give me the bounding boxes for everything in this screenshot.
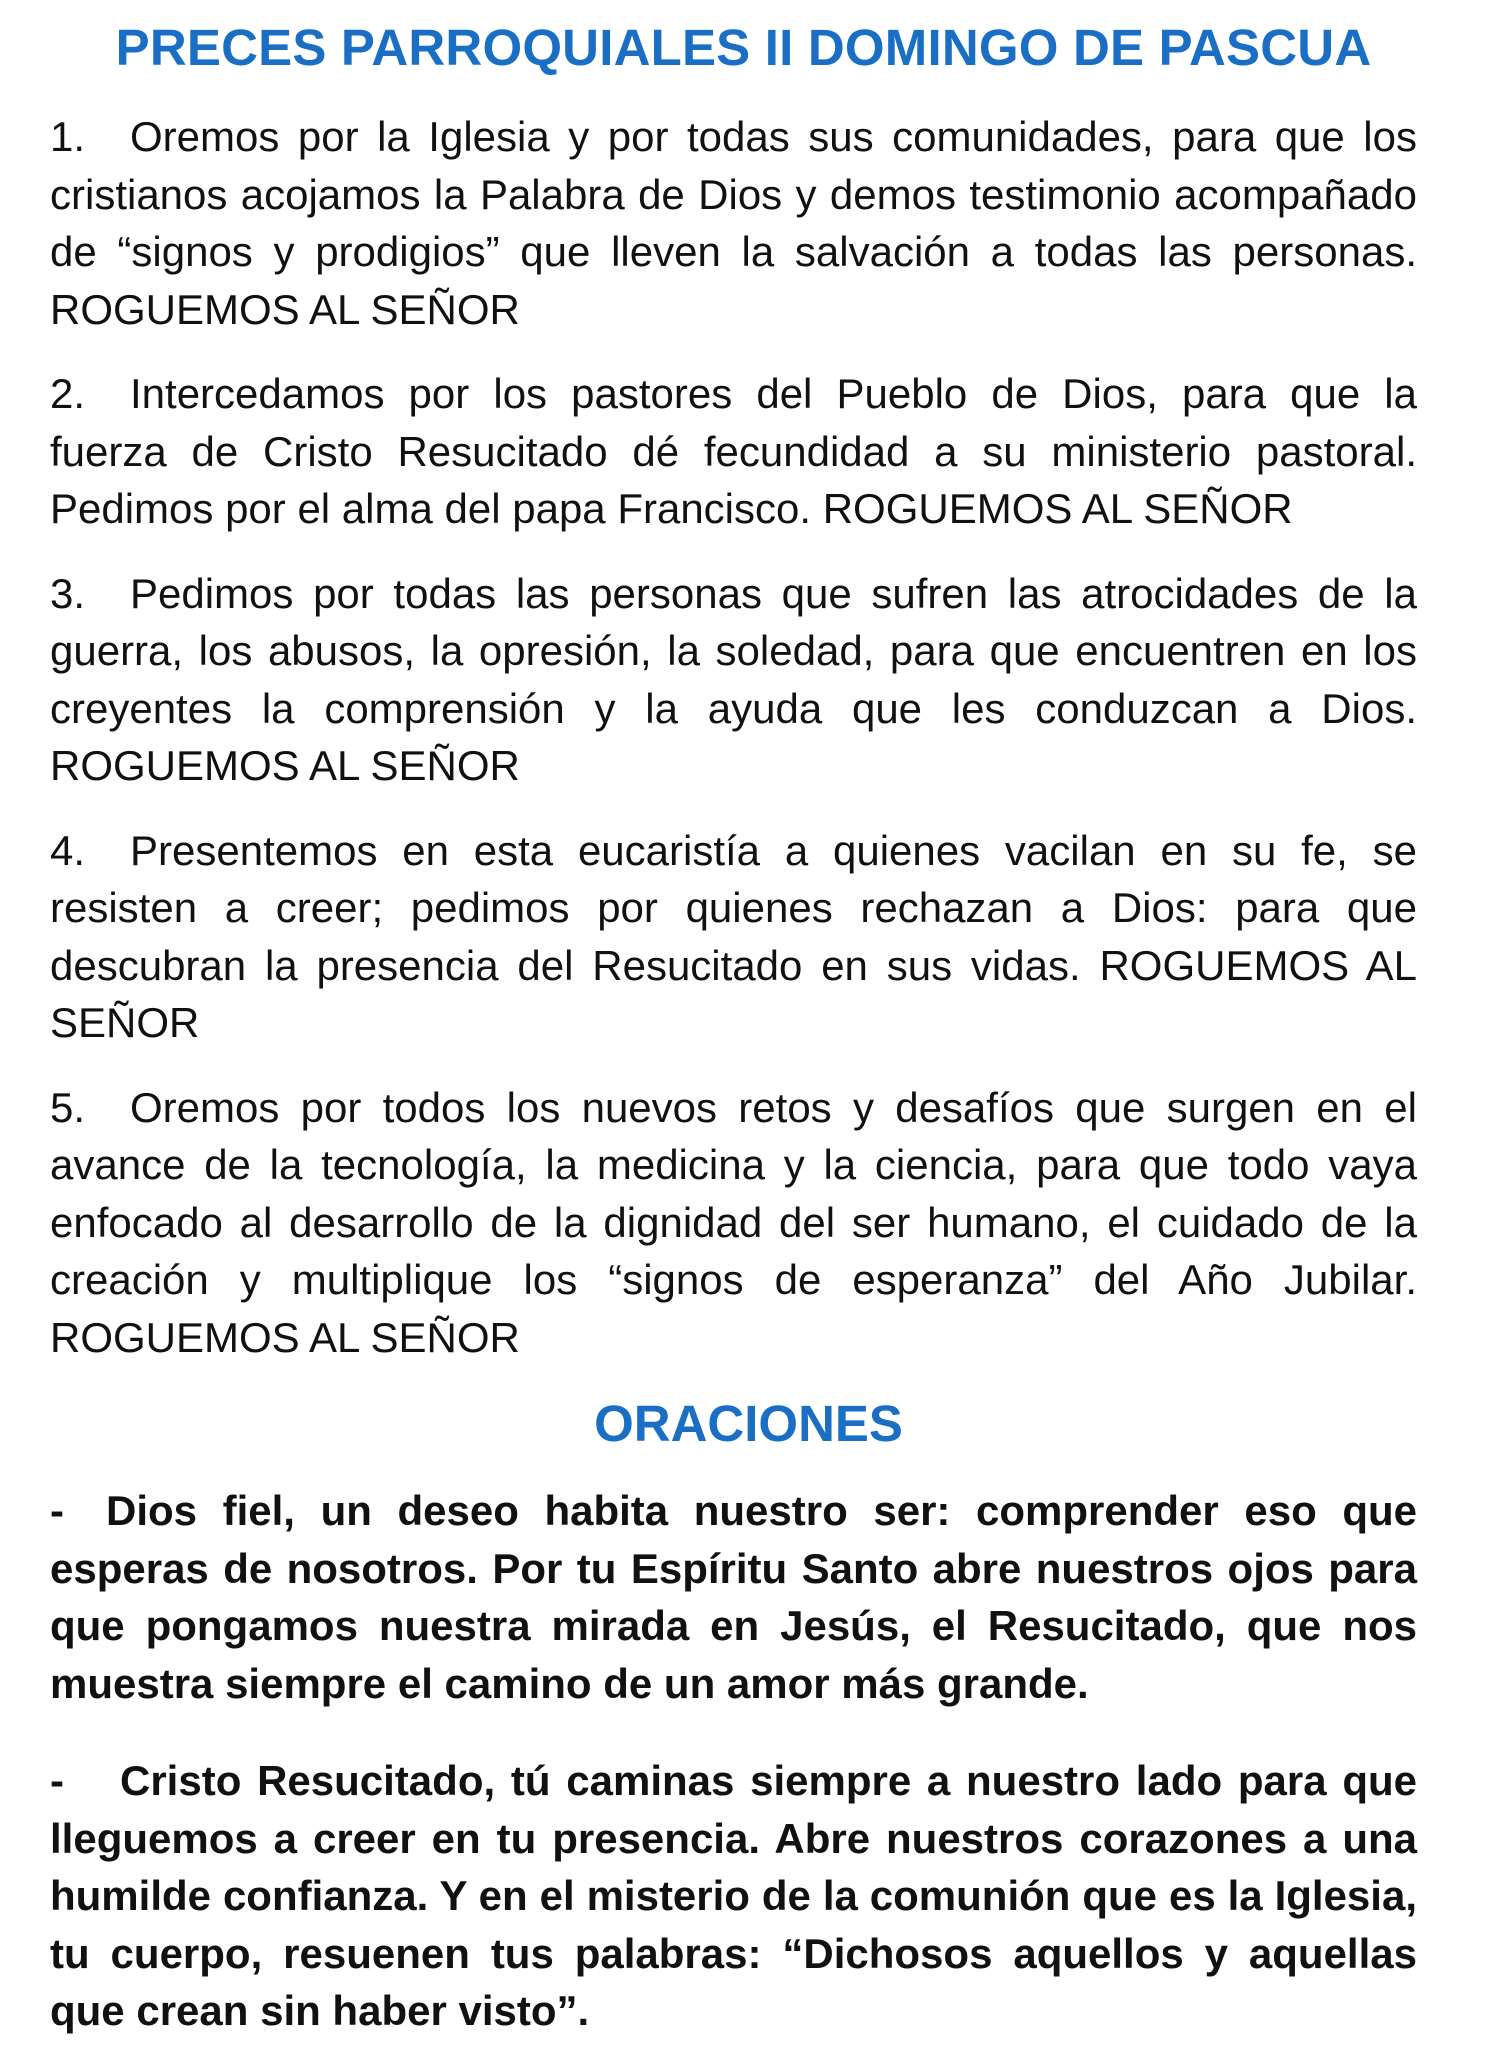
- prex-text: Intercedamos por los pastores del Pueblo de Dios, para que la fuerza de Cristo Resucitado dé fecundidad a su ministerio pastoral. Pedimos por el alma del papa Francisco. ROGUEMOS AL SEÑOR: [50, 370, 1417, 532]
- prex-text: Presentemos en esta eucaristía a quienes vacilan en su fe, se resisten a creer; pedimos por quienes rechazan a Dios: para que descubran la presencia del Resucitado en sus vidas. ROGUEMOS AL SEÑOR: [50, 826, 1417, 1046]
- oraciones-heading: ORACIONES: [594, 1395, 903, 1452]
- oracion-text: Cristo Resucitado, tú caminas siempre a nuestro lado para que lleguemos a creer en tu presencia. Abre nuestros corazones a una humilde confianza. Y en el misterio de la comunión que es la Iglesia, tu cuerpo, resuenen tus palabras: “Dichosos aquellos y aquellas que crean sin haber visto”.: [50, 1757, 1417, 2034]
- prex-number: 4.: [50, 826, 86, 874]
- prex-item-4: [50, 822, 1417, 1052]
- oraciones-list: [50, 1482, 1417, 2040]
- prex-number: 3.: [50, 569, 86, 617]
- prex-text: Oremos por todos los nuevos retos y desafíos que surgen en el avance de la tecnología, la medicina y la ciencia, para que todo vaya enfocado al desarrollo de la dignidad del ser humano, el cuidado de la creación y multiplique los “signos de esperanza” del Año Jubilar. ROGUEMOS AL SEÑOR: [50, 1083, 1417, 1361]
- prex-item-2: [50, 365, 1417, 538]
- oracion-item-1: [50, 1482, 1417, 1712]
- prex-item-1: [50, 108, 1417, 338]
- oracion-item-2: [50, 1752, 1417, 2040]
- prex-text: Pedimos por todas las personas que sufren las atrocidades de la guerra, los abusos, la opresión, la soledad, para que encuentren en los creyentes la comprensión y la ayuda que les conduzcan a Dios. ROGUEMOS AL SEÑOR: [50, 569, 1417, 789]
- preces-list: [50, 108, 1417, 1366]
- oracion-bullet: -: [50, 1757, 64, 1804]
- prex-number: 2.: [50, 370, 86, 417]
- prex-item-5: [50, 1079, 1417, 1367]
- prex-number: 5.: [50, 1083, 86, 1131]
- page-title: PRECES PARROQUIALES II DOMINGO DE PASCUA: [115, 19, 1372, 76]
- oracion-text: Dios fiel, un deseo habita nuestro ser: comprender eso que esperas de nosotros. Por tu Espíritu Santo abre nuestros ojos para que pongamos nuestra mirada en Jesús, el Resucitado, que nos muestra siempre el camino de un amor más grande.: [50, 1487, 1417, 1707]
- prex-text: Oremos por la Iglesia y por todas sus comunidades, para que los cristianos acojamos la Palabra de Dios y demos testimonio acompañado de “signos y prodigios” que lleven la salvación a todas las personas. ROGUEMOS AL SEÑOR: [50, 113, 1417, 333]
- prex-number: 1.: [50, 113, 86, 160]
- oracion-bullet: -: [50, 1487, 64, 1534]
- prex-item-3: [50, 565, 1417, 795]
